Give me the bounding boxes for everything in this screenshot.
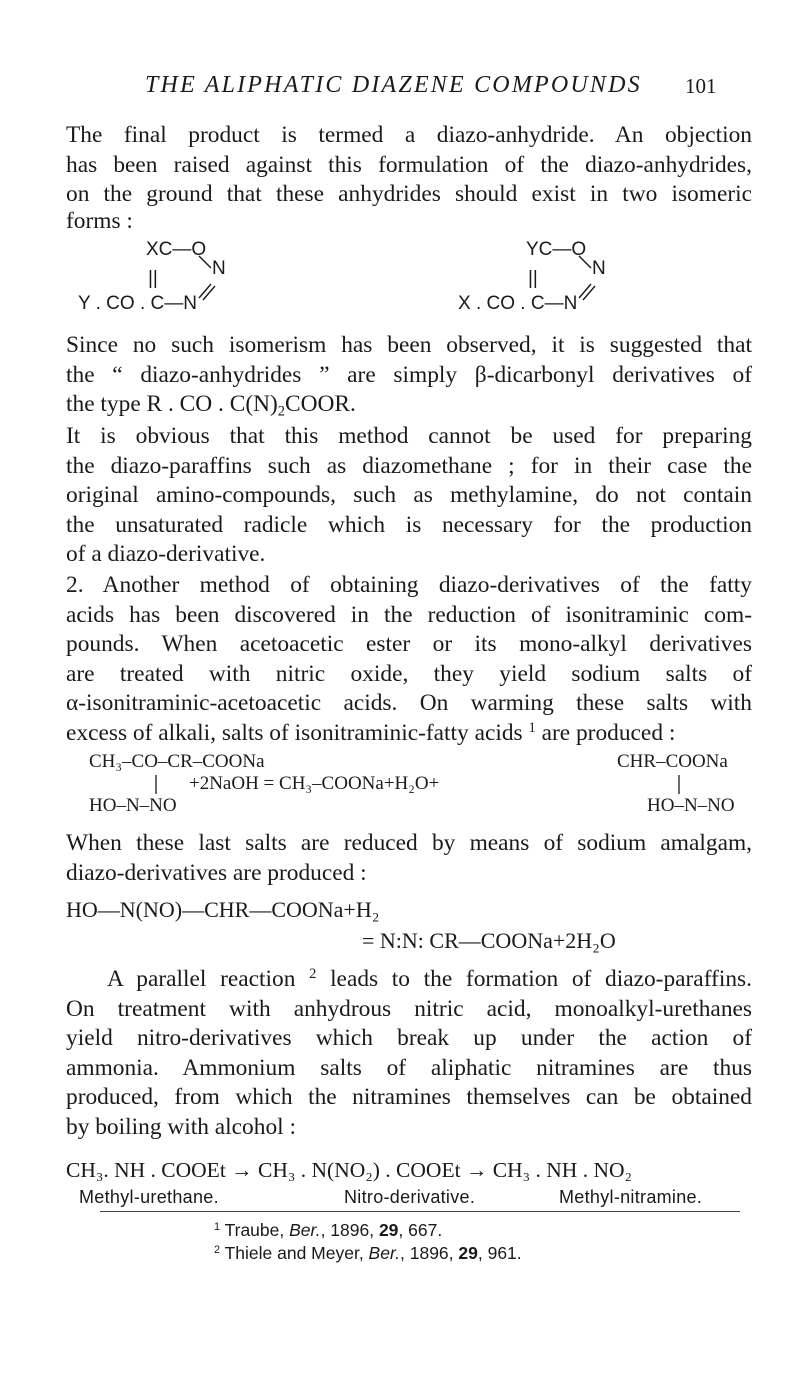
eq1-right-top: CHR–COONa [617,751,728,772]
footnote-text: , 1896, [400,1243,459,1263]
text-line: Since no such isomerism has been observed, it is suggested that [66,332,752,358]
volume-number: 29 [458,1243,478,1263]
eq1-left-bottom: HO–N–NO [89,795,177,816]
footnote-ref: 2 [309,966,317,983]
journal-name: Ber. [368,1243,400,1263]
text-line: α-isonitraminic-acetoacetic acids. On warming these salts with [66,690,752,717]
double-bond-left: || [148,268,158,289]
eq3-label-3: Methyl-nitramine. [559,1187,703,1207]
text-fragment: the type R . CO . C(N) [66,391,278,418]
text-fragment: COOR. [285,391,356,418]
footnote-text: , 961. [477,1243,522,1263]
text-line: by boiling with alcohol : [66,1113,296,1140]
text-line [66,965,752,995]
text-line: yield nitro-derivatives which break up under the action of [66,1025,752,1052]
text-line: On treatment with anhydrous nitric acid, monoalkyl-urethanes [66,995,752,1022]
text-line: of a diazo-derivative. [66,541,266,568]
text-fragment: excess of alkali, salts of isonitraminic-fatty acids [66,719,529,746]
text-line: It is obvious that this method cannot be used for preparing [66,423,752,449]
footnote-text: Traube, [224,1220,290,1240]
eq3-formula: CH₃. NH . COOEt → CH₃ . N(NO₂) . COOEt → CH₃ . NH . NO₂ [66,1158,633,1182]
footnote-ref: 1 [528,720,536,736]
footnote-text: , 667. [398,1220,443,1240]
page-number: 101 [685,74,717,98]
eq1-left-top: CH₃–CO–CR–COONa [89,751,265,772]
text-fragment: leads to the formation of diazo-paraffins. [330,966,752,992]
text-line: forms : [66,207,133,234]
isomer-right-bottom: X . CO . C—N [458,293,578,314]
text-line: the unsaturated radicle which is necessary for the production [66,511,752,538]
text-line: the “ diazo-anhydrides ” are simply β-dicarbonyl derivatives of [66,361,752,388]
eq1-middle: +2NaOH = CH₃–COONa+H₂O+ [189,773,440,794]
footnote-mark: 1 [214,1221,221,1234]
footnote-mark: 2 [214,1244,221,1257]
footnote-1 [214,1220,442,1241]
text-line: produced, from which the nitramines themselves can be obtained [66,1084,752,1111]
double-bond-right: || [528,268,538,289]
footnote-text: , 1896, [320,1220,379,1240]
isomer-left-bottom: Y . CO . C—N [78,293,197,314]
text-line: original amino-compounds, such as methylamine, do not contain [66,482,752,509]
text-fragment: are produced : [535,719,676,746]
running-title: THE ALIPHATIC DIAZENE COMPOUNDS [145,72,642,98]
text-line: are treated with nitric oxide, they yield sodium salts of [66,660,752,687]
paragraph-6 [66,965,752,1143]
isomer-right-n: N [592,258,606,279]
text-line: When these last salts are reduced by means of sodium amalgam, [66,830,752,856]
journal-name: Ber. [289,1220,321,1240]
footnote-2 [214,1243,522,1264]
footnote-divider [100,1211,740,1212]
text-line: acids has been discovered in the reduction of isonitraminic com- [66,601,752,628]
text-line: pounds. When acetoacetic ester or its mono-alkyl derivatives [66,631,752,658]
text-line: the diazo-paraffins such as diazomethane ; for in their case the [66,452,752,479]
eq2-line-2: = N:N: CR—COONa+2H₂O [362,928,616,953]
paragraph-5 [66,829,752,888]
eq3-label-1: Methyl-urethane. [79,1187,219,1207]
isomer-right-top: YC—O [526,239,587,260]
text-line: 2. Another method of obtaining diazo-derivatives of the fatty [66,572,752,598]
eq3-label-2: Nitro-derivative. [344,1187,476,1207]
isomer-left-n: N [212,258,226,279]
isomer-left-top: XC—O [146,239,207,260]
eq1-right-bottom: HO–N–NO [647,795,735,816]
eq2-line-1: HO—N(NO)—CHR—COONa+H₂ [66,897,380,922]
footnote-text: Thiele and Meyer, [224,1243,369,1263]
text-line: diazo-derivatives are produced : [66,859,367,886]
text-fragment: A parallel reaction [107,966,310,992]
text-line: ammonia. Ammonium salts of aliphatic nitramines are thus [66,1054,752,1081]
subscript: 2 [277,403,286,420]
volume-number: 29 [378,1220,399,1240]
text-line: has been raised against this formulation of the diazo-anhydrides, [66,151,752,178]
text-line: on the ground that these anhydrides should exist in two isomeric [66,181,752,208]
text-line: The final product is termed a diazo-anhydride. An objection [66,122,752,148]
